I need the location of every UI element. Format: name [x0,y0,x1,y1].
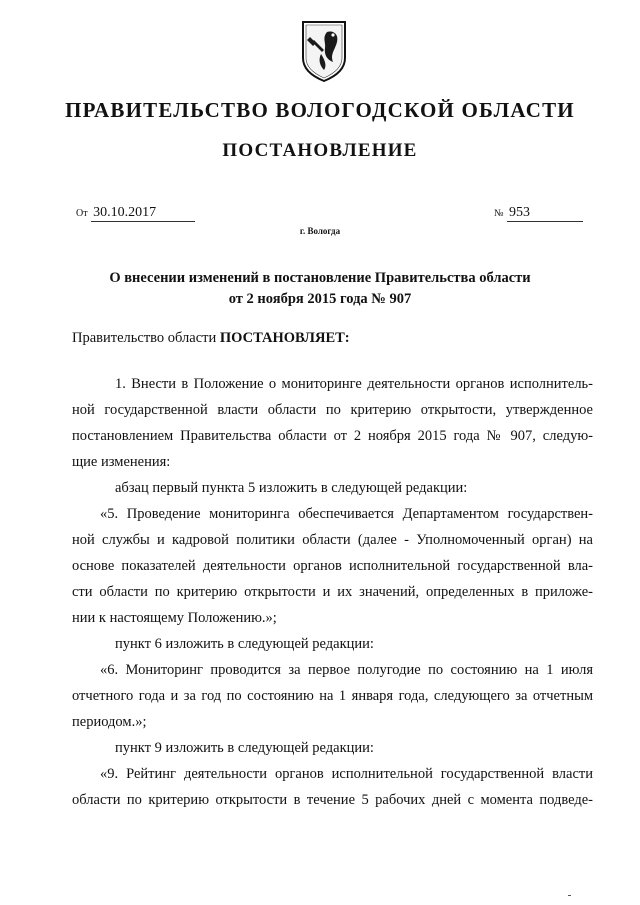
body-line: 1. Внести в Положение о мониторинге деятельности органов исполнитель- [115,376,593,392]
body-line: щие изменения: [72,454,171,470]
body-line: пункт 9 изложить в следующей редакции: [115,740,374,756]
body-line: периодом.»; [72,714,147,730]
subject-line-2: от 2 ноября 2015 года № 907 [228,291,412,307]
date-prefix: От [76,208,88,219]
body-line: сти области по критерию открытости и их значений, определенных в приложе- [72,584,593,600]
body-line: области по критерию открытости в течение 5 рабочих дней с момента подведе- [72,792,593,808]
document-date-field [76,205,195,222]
body-line: «6. Мониторинг проводится за первое полугодие по состоянию на 1 июля [100,662,593,678]
preamble [72,330,350,347]
body-line: постановлением Правительства области от 2 ноября 2015 года № 907, следую- [72,428,593,444]
body-line: «5. Проведение мониторинга обеспечивается Департаментом государствен- [100,506,593,522]
document-number: 953 [507,205,583,222]
body-line: ной службы и кадровой политики области (далее - Уполномоченный орган) на [72,532,593,548]
body-line: основе показателей деятельности органов исполнительной государственной вла- [72,558,593,574]
body-line: «9. Рейтинг деятельности органов исполнительной государственной власти [100,766,593,782]
document-type-title: ПОСТАНОВЛЕНИЕ [222,140,418,161]
body-line: нии к настоящему Положению.»; [72,610,277,626]
scan-mark [568,895,571,896]
coat-of-arms-emblem [300,20,348,82]
body-line: абзац первый пункта 5 изложить в следующей редакции: [115,480,468,496]
document-number-field [494,205,583,222]
number-prefix: № [494,208,504,219]
government-title: ПРАВИТЕЛЬСТВО ВОЛОГОДСКОЙ ОБЛАСТИ [65,98,575,122]
document-date: 30.10.2017 [91,205,195,222]
preamble-text: Правительство области [72,330,217,346]
body-line: отчетного года и за год по состоянию на 1 января года, следующего за отчетным [72,688,593,704]
body-line: пункт 6 изложить в следующей редакции: [115,636,374,652]
preamble-decree-word: ПОСТАНОВЛЯЕТ: [219,330,350,346]
document-city: г. Вологда [299,226,341,236]
body-line: ной государственной власти области по критерию открытости, утвержденное [72,402,593,418]
subject-line-1: О внесении изменений в постановление Правительства области [109,270,531,286]
